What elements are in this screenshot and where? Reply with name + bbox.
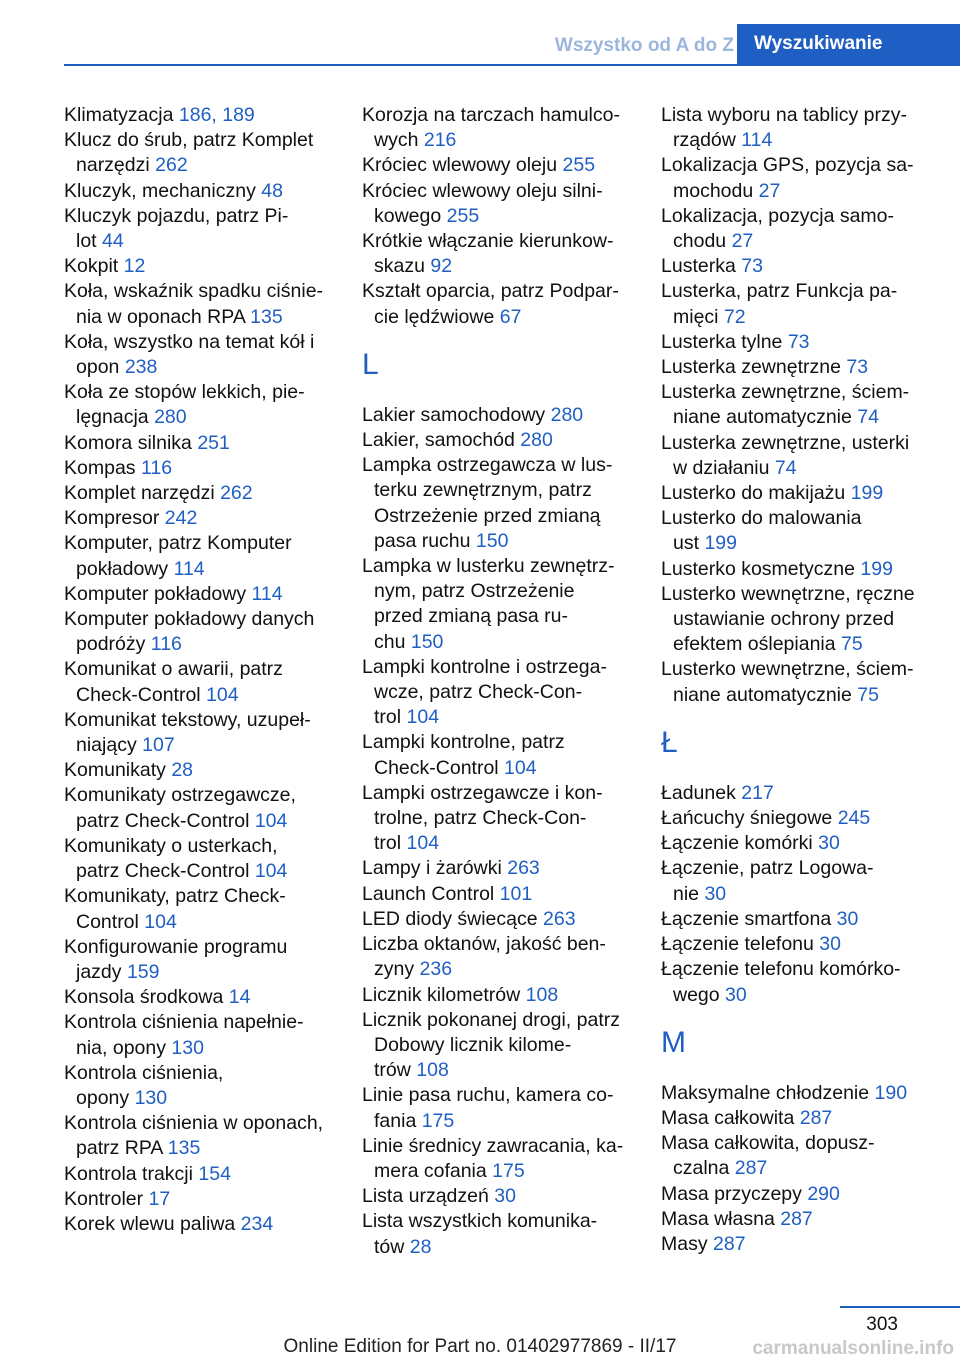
page-reference-link[interactable]: 199: [860, 557, 893, 580]
index-entry-text: Masa całkowita, dopusz-: [661, 1132, 875, 1155]
page-reference-link[interactable]: 255: [562, 154, 596, 177]
page-reference-link[interactable]: 114: [741, 129, 773, 152]
index-entry-text: lęgnacja: [76, 406, 155, 429]
index-entry-text: Króciec wlewowy oleju silni-: [362, 179, 603, 202]
page-reference-link[interactable]: 216: [423, 129, 457, 152]
index-entry-text: Komplet narzędzi: [64, 482, 221, 505]
page-reference-link[interactable]: 263: [543, 907, 576, 930]
page-reference-link[interactable]: 280: [520, 429, 553, 452]
index-entry-text: trol: [374, 706, 407, 729]
index-entry-text: Kontrola ciśnienia w oponach,: [64, 1112, 324, 1135]
index-entry: [362, 932, 632, 982]
index-entry: [64, 985, 334, 1010]
index-entry: [64, 1010, 334, 1060]
index-entry: [661, 1131, 931, 1181]
index-entry-text: Licznik pokonanej drogi, patrz: [362, 1008, 620, 1031]
page-reference-link[interactable]: 150: [410, 630, 444, 653]
index-entry-text: Lusterka, patrz Funkcja pa-: [661, 280, 898, 303]
index-entry-text: Łączenie telefonu komórko-: [661, 958, 901, 981]
page-reference-link[interactable]: 130: [171, 1036, 204, 1059]
index-entry-text: Lusterko do malowania: [661, 507, 862, 530]
index-entry-text: Lakier samochodowy: [362, 403, 551, 426]
index-entry-text: wego: [673, 983, 726, 1006]
index-entry: [661, 1232, 931, 1257]
page-reference-link[interactable]: 287: [713, 1232, 746, 1255]
page-reference-link[interactable]: 104: [406, 706, 440, 729]
page-reference-link[interactable]: 280: [154, 406, 187, 429]
index-entry: [661, 355, 931, 380]
index-entry: [64, 128, 334, 178]
index-entry-text: ust: [673, 532, 705, 555]
index-entry-text: patrz Check-Control: [76, 809, 255, 832]
page-reference-link[interactable]: 74: [857, 406, 879, 429]
page-reference-link[interactable]: 108: [525, 983, 559, 1006]
index-entry: [661, 806, 931, 831]
index-entry-text: Lampka ostrzegawcza w lus-: [362, 454, 613, 477]
index-entry: [64, 179, 334, 204]
header-divider: [64, 64, 960, 66]
index-entry-text: Klimatyzacja: [64, 104, 179, 126]
page-number: 303: [866, 1314, 898, 1335]
index-entry: [64, 481, 334, 506]
index-entry-text: Lusterko do makijażu: [661, 482, 851, 505]
index-entry-text: opon: [76, 356, 125, 379]
index-letter-heading: Ł: [661, 725, 678, 759]
index-entry-text: Łączenie komórki: [661, 832, 819, 855]
index-entry-text: Korek wlewu paliwa: [64, 1212, 241, 1235]
page-reference-link[interactable]: 28: [409, 1235, 432, 1258]
index-entry-text: Lusterka: [661, 255, 742, 278]
index-entry-text: Komunikaty: [64, 759, 172, 782]
page-reference-link[interactable]: 104: [254, 860, 288, 883]
page-reference-link[interactable]: 154: [198, 1162, 231, 1185]
page-reference-link[interactable]: 135: [167, 1137, 201, 1160]
index-entry-text: Check-Control: [374, 756, 505, 779]
index-entry: [64, 279, 334, 329]
index-entry-text: Lampki kontrolne i ostrzega-: [362, 655, 607, 678]
index-entry-text: niający: [76, 734, 143, 757]
index-entry-text: nia w oponach RPA: [76, 305, 251, 328]
index-entry: [64, 531, 334, 581]
page-reference-link[interactable]: 30: [819, 933, 841, 956]
index-entry: [64, 657, 334, 707]
page-reference-link[interactable]: 28: [171, 759, 194, 782]
index-entry-text: patrz RPA: [76, 1137, 168, 1160]
index-entry: [661, 1106, 931, 1131]
index-entry-text: Lista wyboru na tablicy przy-: [661, 104, 908, 126]
page-reference-link[interactable]: 104: [406, 832, 440, 855]
index-entry-text: nie: [673, 882, 705, 905]
index-entry: [362, 983, 632, 1008]
page-reference-link[interactable]: 114: [251, 582, 283, 605]
index-entry-text: nia, opony: [76, 1036, 172, 1059]
index-entry-text: mera cofania: [374, 1159, 493, 1182]
index-entry: [362, 655, 632, 731]
index-entry-text: narzędzi: [76, 154, 156, 177]
index-entry-text: Komunikaty ostrzegawcze,: [64, 784, 296, 807]
page-reference-link[interactable]: 150: [475, 529, 509, 552]
page-reference-link[interactable]: 238: [124, 356, 158, 379]
index-entry: [64, 884, 334, 934]
index-entry-text: wych: [374, 129, 424, 152]
index-letter-heading: M: [661, 1025, 686, 1059]
index-entry-text: Lokalizacja GPS, pozycja sa-: [661, 154, 914, 177]
index-column-1: [64, 103, 334, 1237]
page-reference-link[interactable]: 290: [807, 1182, 840, 1205]
page-reference-link[interactable]: 14: [228, 986, 251, 1009]
index-entry: [661, 204, 931, 254]
index-entry: [362, 781, 632, 857]
index-entry: [661, 1207, 931, 1232]
index-entry-text: Kontrola ciśnienia napełnie-: [64, 1011, 304, 1034]
index-entry: [362, 428, 632, 453]
index-entry: [661, 330, 931, 355]
page-reference-link[interactable]: 175: [421, 1109, 455, 1132]
index-entry-text: fania: [374, 1109, 422, 1132]
index-entry: [64, 254, 334, 279]
index-entry-text: Lampka w lusterku zewnętrz-: [362, 555, 615, 578]
index-entry-text: Kontrola ciśnienia,: [64, 1061, 224, 1084]
index-entry-text: mochodu: [673, 179, 759, 202]
index-entry-text: chu: [374, 630, 411, 653]
page-reference-link[interactable]: 114: [173, 557, 205, 580]
index-entry-text: Koła ze stopów lekkich, pie-: [64, 381, 305, 404]
index-entry-text: Konfigurowanie programu: [64, 935, 288, 958]
page-reference-link[interactable]: 75: [857, 683, 879, 706]
index-entry-text: Lusterka tylne: [661, 330, 788, 353]
page-reference-link[interactable]: 72: [723, 305, 746, 328]
index-entry-text: terku zewnętrznym, patrz: [374, 479, 592, 502]
tab-section-index[interactable]: Wszystko od A do Z: [554, 35, 734, 56]
page-reference-link[interactable]: 236: [419, 958, 453, 981]
index-entry: [661, 506, 931, 556]
index-entry-text: Krótkie włączanie kierunkow-: [362, 230, 614, 253]
page-reference-link[interactable]: 199: [850, 482, 884, 505]
page-reference-link[interactable]: 101: [499, 882, 533, 905]
index-entry-text: Kształt oparcia, patrz Podpar-: [362, 280, 619, 303]
index-entry-text: Króciec wlewowy oleju: [362, 154, 563, 177]
index-entry-text: Linie pasa ruchu, kamera co-: [362, 1084, 614, 1107]
index-entry-text: zyny: [374, 958, 420, 981]
index-letter-heading: L: [362, 347, 379, 381]
index-entry-text: lot: [76, 230, 103, 253]
index-entry-text: patrz Check-Control: [76, 860, 255, 883]
page-reference-link[interactable]: 263: [507, 857, 540, 880]
index-entry: [362, 1134, 632, 1184]
page-reference-link[interactable]: 30: [494, 1185, 516, 1208]
index-entry-text: Masy: [661, 1232, 714, 1255]
page-reference-link[interactable]: 245: [837, 807, 871, 830]
index-entry-text: niane automatycznie: [673, 406, 858, 429]
page-reference-link[interactable]: 92: [430, 255, 453, 278]
index-entry: [64, 1061, 334, 1111]
index-entry-text: ustawianie ochrony przed: [673, 608, 895, 631]
tab-search-active[interactable]: Wyszukiwanie: [737, 24, 960, 64]
index-entry-text: Konsola środkowa: [64, 986, 229, 1009]
index-entry: [362, 856, 632, 881]
index-entry-text: Kluczyk, mechaniczny: [64, 179, 262, 202]
index-entry-text: skazu: [374, 255, 431, 278]
page-reference-link[interactable]: 44: [102, 230, 124, 253]
index-entry-text: wcze, patrz Check-Con-: [374, 681, 583, 704]
index-entry: [64, 1187, 334, 1212]
index-entry-text: Klucz do śrub, patrz Komplet: [64, 129, 314, 152]
page-reference-link[interactable]: 104: [206, 683, 239, 706]
index-entry-text: Ładunek: [661, 781, 742, 804]
index-entry: [661, 153, 931, 203]
index-entry-text: Licznik kilometrów: [362, 983, 526, 1006]
page-reference-link[interactable]: 104: [254, 809, 288, 832]
index-entry: [362, 229, 632, 279]
index-entry-text: czalna: [673, 1157, 735, 1180]
index-entry-text: Lusterko wewnętrzne, ręczne: [661, 582, 915, 605]
index-entry: [362, 103, 632, 153]
index-entry-text: Lusterko wewnętrzne, ściem-: [661, 658, 914, 681]
page-reference-link[interactable]: 242: [164, 507, 198, 530]
page-reference-link[interactable]: 116: [150, 633, 182, 656]
index-entry-text: Masa własna: [661, 1207, 781, 1230]
page-reference-link[interactable]: 251: [197, 431, 230, 454]
index-entry: [661, 657, 931, 707]
index-entry: [362, 403, 632, 428]
page-reference-link[interactable]: 186, 189: [178, 104, 255, 126]
index-entry: [661, 957, 931, 1007]
page-reference-link[interactable]: 287: [799, 1106, 833, 1129]
index-entry: [661, 431, 931, 481]
index-entry-text: jazdy: [76, 960, 127, 983]
index-entry-text: Lusterka zewnętrzne, ściem-: [661, 381, 910, 404]
index-entry-text: Kompresor: [64, 507, 165, 530]
page-reference-link[interactable]: 108: [416, 1059, 449, 1082]
index-entry: [64, 204, 334, 254]
index-entry-text: Koła, wskaźnik spadku ciśnie-: [64, 280, 324, 303]
index-entry: [64, 1212, 334, 1237]
index-entry-text: trol: [374, 832, 407, 855]
index-entry-text: Łańcuchy śniegowe: [661, 807, 838, 830]
index-entry-text: Koła, wszystko na temat kół i: [64, 330, 315, 353]
page-reference-link[interactable]: 217: [741, 781, 774, 804]
index-entry-text: Kompas: [64, 456, 141, 479]
index-entry: [64, 783, 334, 833]
index-entry-text: Łączenie telefonu: [661, 933, 820, 956]
index-entry-text: Liczba oktanów, jakość ben-: [362, 933, 606, 956]
index-entry: [661, 1182, 931, 1207]
page-reference-link[interactable]: 130: [134, 1086, 168, 1109]
index-entry-text: Dobowy licznik kilome-: [374, 1033, 572, 1056]
page-reference-link[interactable]: 27: [731, 230, 754, 253]
index-entry: [64, 607, 334, 657]
index-entry: [661, 932, 931, 957]
index-entry: [64, 582, 334, 607]
index-entry-text: przed zmianą pasa ru-: [374, 605, 569, 628]
page-reference-link[interactable]: 175: [492, 1159, 525, 1182]
index-entry: [362, 1083, 632, 1133]
index-entry-text: Kontroler: [64, 1187, 149, 1210]
index-entry: [362, 730, 632, 780]
index-entry-text: Control: [76, 910, 145, 933]
index-entry: [64, 758, 334, 783]
page-reference-link[interactable]: 287: [734, 1157, 768, 1180]
index-entry: [362, 1209, 632, 1259]
index-entry: [362, 1008, 632, 1084]
index-entry-text: mięci: [673, 305, 724, 328]
index-entry-text: Lusterka zewnętrzne, usterki: [661, 431, 910, 454]
index-entry-text: Komunikat tekstowy, uzupeł-: [64, 708, 311, 731]
index-entry-text: rządów: [673, 129, 742, 152]
page-reference-link[interactable]: 67: [499, 305, 522, 328]
index-entry: [64, 834, 334, 884]
index-entry-text: pokładowy: [76, 557, 174, 580]
index-entry-text: Komputer pokładowy danych: [64, 608, 315, 631]
index-entry-text: Maksymalne chłodzenie: [661, 1081, 875, 1104]
index-entry-text: Lusterko kosmetyczne: [661, 557, 861, 580]
index-entry: [661, 103, 931, 153]
index-entry-text: trolne, patrz Check-Con-: [374, 807, 587, 830]
index-entry: [362, 453, 632, 554]
index-entry-text: kowego: [374, 204, 447, 227]
page-reference-link[interactable]: 255: [446, 204, 480, 227]
index-entry: [661, 380, 931, 430]
index-entry-text: pasa ruchu: [374, 529, 476, 552]
page-reference-link[interactable]: 30: [836, 907, 859, 930]
index-entry-text: Kokpit: [64, 255, 124, 278]
index-entry: [64, 456, 334, 481]
page-reference-link[interactable]: 75: [841, 633, 863, 656]
index-entry: [661, 781, 931, 806]
index-entry-text: tów: [374, 1235, 410, 1258]
watermark: carmanualsonline.info: [752, 1338, 954, 1359]
index-entry-text: cie lędźwiowe: [374, 305, 500, 328]
index-entry-text: Lampki ostrzegawcze i kon-: [362, 781, 603, 804]
index-entry-text: Komora silnika: [64, 431, 198, 454]
index-entry: [362, 882, 632, 907]
index-entry: [661, 856, 931, 906]
index-entry-text: Linie średnicy zawracania, ka-: [362, 1134, 624, 1157]
index-entry-text: Komputer, patrz Komputer: [64, 532, 292, 555]
page-reference-link[interactable]: 262: [220, 482, 253, 505]
index-entry-text: Lista wszystkich komunika-: [362, 1210, 598, 1233]
page-reference-link[interactable]: 135: [250, 305, 283, 328]
page-reference-link[interactable]: 262: [155, 154, 188, 177]
index-entry-text: Lakier, samochód: [362, 429, 521, 452]
page-reference-link[interactable]: 30: [704, 882, 727, 905]
index-entry-text: niane automatycznie: [673, 683, 858, 706]
page-reference-link[interactable]: 74: [774, 456, 797, 479]
index-entry: [661, 907, 931, 932]
page-reference-link[interactable]: 17: [148, 1187, 171, 1210]
page-reference-link[interactable]: 48: [261, 179, 283, 202]
index-entry: [362, 279, 632, 329]
index-entry-text: opony: [76, 1086, 135, 1109]
index-entry-text: Ostrzeżenie przed zmianą: [374, 504, 601, 527]
index-entry-text: Lusterka zewnętrzne: [661, 356, 847, 379]
index-entry-text: w działaniu: [673, 456, 775, 479]
index-entry: [661, 254, 931, 279]
page-reference-link[interactable]: 116: [140, 456, 173, 479]
index-entry-text: Komputer pokładowy: [64, 582, 252, 605]
page-reference-link[interactable]: 104: [144, 910, 177, 933]
index-entry: [661, 1081, 931, 1106]
index-entry: [64, 506, 334, 531]
page-reference-link[interactable]: 199: [704, 532, 737, 555]
index-entry: [64, 1111, 334, 1161]
index-entry-text: chodu: [673, 230, 732, 253]
index-entry: [661, 582, 931, 658]
index-entry-text: Launch Control: [362, 882, 500, 905]
index-entry: [64, 1162, 334, 1187]
index-entry: [362, 179, 632, 229]
index-entry-text: nym, patrz Ostrzeżenie: [374, 580, 575, 603]
page-reference-link[interactable]: 73: [741, 255, 763, 278]
index-entry: [64, 380, 334, 430]
index-entry: [661, 831, 931, 856]
page-reference-link[interactable]: 30: [725, 983, 747, 1006]
page-reference-link[interactable]: 27: [758, 179, 781, 202]
page-reference-link[interactable]: 12: [123, 255, 146, 278]
index-entry-text: Łączenie, patrz Logowa-: [661, 857, 874, 880]
index-entry-text: Korozja na tarczach hamulco-: [362, 104, 620, 126]
index-entry-text: efektem oślepiania: [673, 633, 842, 656]
index-entry: [362, 153, 632, 178]
index-entry-text: LED diody świecące: [362, 907, 544, 930]
page-reference-link[interactable]: 73: [787, 330, 810, 353]
index-entry-text: Lampy i żarówki: [362, 857, 508, 880]
page-reference-link[interactable]: 73: [846, 356, 869, 379]
index-entry-text: Check-Control: [76, 683, 207, 706]
page-reference-link[interactable]: 107: [142, 734, 175, 757]
index-entry-text: Kluczyk pojazdu, patrz Pi-: [64, 204, 289, 227]
index-entry-text: Lokalizacja, pozycja samo-: [661, 204, 895, 227]
edition-footer: Online Edition for Part no. 01402977869 - II/17: [283, 1336, 677, 1357]
index-entry: [64, 935, 334, 985]
index-column-3: [661, 103, 931, 1257]
index-entry-text: Kontrola trakcji: [64, 1162, 199, 1185]
footer-divider: [840, 1306, 960, 1308]
page-reference-link[interactable]: 159: [126, 960, 160, 983]
index-entry: [64, 708, 334, 758]
index-entry-text: Komunikat o awarii, patrz: [64, 658, 283, 681]
index-entry-text: Komunikaty o usterkach,: [64, 834, 278, 857]
index-entry-text: Łączenie smartfona: [661, 907, 837, 930]
index-entry: [362, 907, 632, 932]
index-entry: [64, 103, 334, 128]
page-reference-link[interactable]: 190: [874, 1081, 908, 1104]
index-entry: [661, 481, 931, 506]
index-entry-text: Lampki kontrolne, patrz: [362, 731, 565, 754]
page-reference-link[interactable]: 104: [504, 756, 537, 779]
index-entry-text: Masa przyczepy: [661, 1182, 808, 1205]
header-tabs: [0, 24, 960, 64]
index-entry: [661, 279, 931, 329]
index-entry-text: Lista urządzeń: [362, 1185, 495, 1208]
index-entry: [64, 330, 334, 380]
page-reference-link[interactable]: 30: [818, 832, 840, 855]
index-entry-text: Masa całkowita: [661, 1106, 800, 1129]
index-entry-text: trów: [374, 1059, 417, 1082]
index-entry: [661, 557, 931, 582]
index-entry-text: podróży: [76, 633, 151, 656]
index-entry: [362, 1184, 632, 1209]
index-entry: [362, 554, 632, 655]
index-entry: [64, 431, 334, 456]
index-entry-text: Komunikaty, patrz Check-: [64, 885, 286, 908]
page-reference-link[interactable]: 287: [780, 1207, 813, 1230]
page-reference-link[interactable]: 234: [240, 1212, 274, 1235]
index-column-2: [362, 103, 632, 1260]
page-reference-link[interactable]: 280: [550, 403, 584, 426]
